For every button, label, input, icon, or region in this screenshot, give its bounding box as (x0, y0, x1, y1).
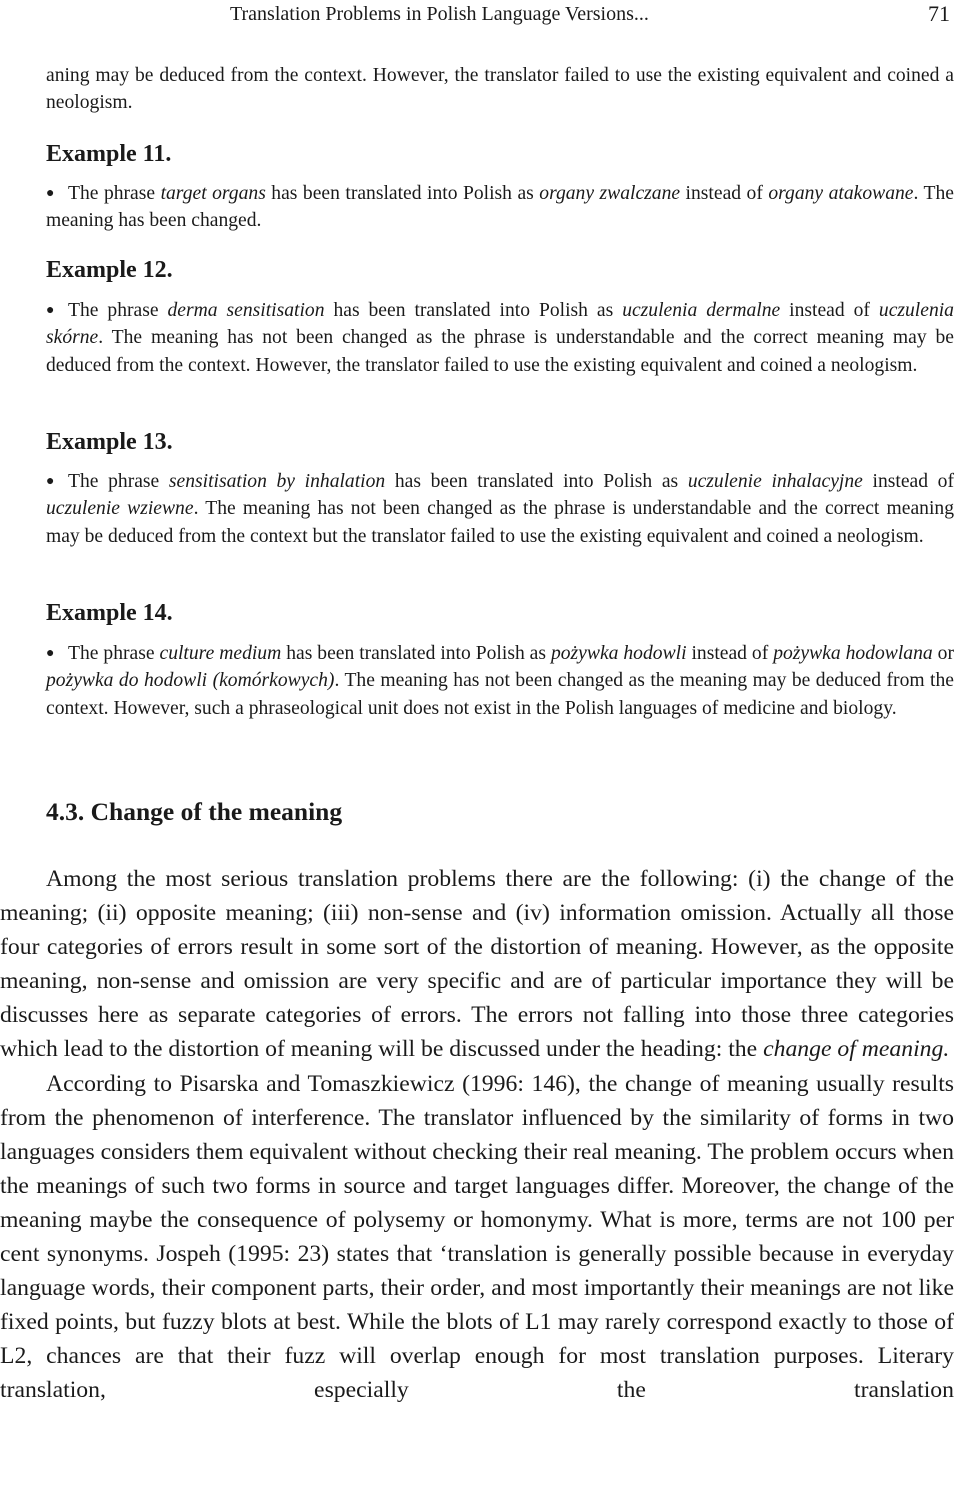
correct-term: organy atakowane (768, 183, 914, 204)
translated-term: organy zwalczane (539, 183, 681, 204)
body-paragraph-1 (0, 862, 954, 1067)
section-heading: 4.3. Change of the meaning (46, 797, 343, 826)
text-run: The phrase (68, 643, 160, 664)
example-13-heading: Example 13. (46, 429, 173, 455)
bullet-icon: ● (46, 646, 55, 661)
alternative-term: pożywka do hodowli (komórkowych) (46, 670, 335, 692)
text-run: instead of (680, 183, 769, 204)
example-12-heading: Example 12. (46, 257, 173, 283)
bullet-icon: ● (46, 303, 55, 318)
carryover-text: aning may be deduced from the context. However, the translator failed to use the existing equivalent and coined a neologism. (46, 65, 954, 114)
text-run: The phrase (68, 300, 168, 321)
translated-term: pożywka hodowli (550, 643, 687, 664)
text-run: has been translated into Polish as (265, 183, 540, 204)
italic-term: change of meaning. (763, 1036, 950, 1063)
carryover-paragraph (46, 62, 954, 117)
text-run: instead of (862, 471, 954, 492)
source-term: sensitisation by inhalation (168, 471, 386, 492)
text-run: or (932, 643, 954, 664)
text-run: has been translated into Polish as (324, 300, 623, 321)
text-run: . The meaning has been changed. (46, 183, 954, 232)
correct-term: pożywka hodowlana (773, 643, 933, 664)
text-run: The phrase (68, 183, 161, 204)
example-13-item (46, 468, 954, 550)
example-11-item (46, 180, 954, 235)
translated-term: uczulenie inhalacyjne (687, 471, 863, 492)
text-run: . The meaning has not been changed as the phrase is understandable and the correct meaning may be deduced from the context. However, the translator failed to use the existing equivalent and coined a neologism. (46, 327, 954, 376)
bullet-icon: ● (46, 474, 55, 489)
source-term: culture medium (159, 643, 282, 664)
running-head: Translation Problems in Polish Language Versions... (230, 3, 649, 25)
section-body (0, 862, 954, 1408)
source-term: target organs (160, 183, 266, 204)
text-run: has been translated into Polish as (385, 471, 688, 492)
text-run: . The meaning has not been changed as the phrase is understandable and the correct meaning may be deduced from the context but the translator failed to use the existing equivalent and coined a neologism. (46, 498, 954, 547)
correct-term: uczulenie wziewne (46, 498, 194, 520)
bullet-icon: ● (46, 186, 55, 201)
text-run: instead of (686, 643, 774, 664)
page-number: 71 (928, 1, 950, 26)
example-11-heading: Example 11. (46, 141, 172, 167)
text-run: instead of (780, 300, 879, 321)
text-run: has been translated into Polish as (281, 643, 551, 664)
text-run: . The meaning has not been changed as the meaning may be deduced from the context. However, such a phraseological unit does not exist in the Polish languages of medicine and biology. (46, 670, 954, 719)
source-term: derma sensitisation (167, 300, 325, 321)
body-paragraph-2: According to Pisarska and Tomaszkiewicz (1996: 146), the change of meaning usually results from the phenomenon of interference. The translator influenced by the similarity of forms in two languages considers them equivalent without checking their real meaning. The problem occurs when the meanings of such two forms in source and target languages differ. Moreover, the change of the meaning maybe the consequence of polysemy or homonymy. What is more, terms are not 100 per cent synonyms. Jospeh (1995: 23) states that ‘translation is generally possible because in everyday language words, their component parts, their order, and most importantly their meanings are not like fixed points, but fuzzy blots at best. While the blots of L1 may rarely correspond exactly to those of L2, chances are that their fuzz will overlap enough for most translation purposes. Literary translation, especially the translation (0, 1070, 954, 1404)
text-run: The phrase (68, 471, 169, 492)
correct-term: uczulenia skórne (46, 300, 954, 349)
example-14-heading: Example 14. (46, 600, 173, 626)
example-14-item (46, 640, 954, 722)
translated-term: uczulenia dermalne (622, 300, 781, 321)
example-12-item (46, 297, 954, 379)
text-run: Among the most serious translation problems there are the following: (i) the change of the meaning; (ii) opposite meaning; (iii) non-sense and (iv) information omission. Actually all those four categories of errors result in some sort of the distortion of meaning. However, as the opposite meaning, non-sense and omission are very specific and are of particular importance they will be discusses here as separate categories of errors. The errors not falling into those three categories which lead to the distortion of meaning will be discussed under the heading: the (0, 866, 954, 1063)
